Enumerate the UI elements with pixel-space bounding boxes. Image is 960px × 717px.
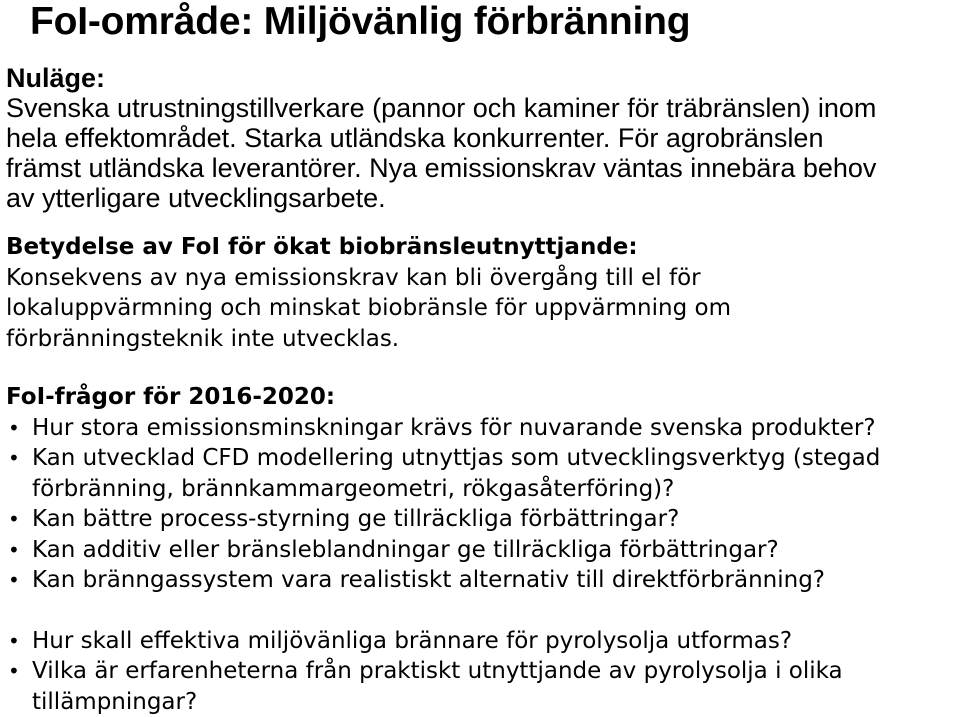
nulage-heading: Nuläge: [6, 63, 106, 93]
bullet-text: Hur stora emissionsminskningar krävs för nuvarande svenska produkter? [32, 414, 876, 441]
bullet-text: Kan additiv eller bränsleblandningar ge tillräckliga förbättringar? [32, 536, 779, 563]
fragor-section [6, 382, 958, 717]
fragor-heading: FoI-frågor för 2016-2020: [6, 384, 336, 410]
bullet-icon: • [8, 507, 20, 531]
bullet-item [6, 656, 958, 717]
bullet-item [6, 535, 958, 566]
bullet-icon: • [8, 628, 20, 653]
nulage-section [6, 63, 956, 213]
betydelse-line: Konsekvens av nya emissionskrav kan bli övergång till el för [6, 264, 701, 291]
nulage-line: främst utländska leverantörer. Nya emissionskrav väntas innebära behov [6, 153, 877, 183]
bullet-item [6, 504, 958, 535]
bullet-icon: • [8, 568, 20, 592]
bullet-item [6, 413, 958, 444]
bullet-icon: • [8, 537, 20, 562]
betydelse-section [6, 232, 956, 354]
bullet-item [6, 565, 958, 596]
bullet-item [6, 626, 958, 657]
nulage-line: av ytterligare utvecklingsarbete. [6, 183, 386, 213]
fragor-bullet-list [6, 413, 958, 717]
betydelse-line: förbränningsteknik inte utvecklas. [6, 325, 400, 352]
nulage-line: Svenska utrustningstillverkare (pannor och kaminer för träbränslen) inom [6, 93, 877, 123]
bullet-text: förbränning, brännkammargeometri, rökgasåterföring)? [32, 475, 675, 502]
bullet-icon: • [8, 659, 20, 683]
bullet-text: Kan bättre process-styrning ge tillräckliga förbättringar? [32, 506, 680, 532]
bullet-text: Kan utvecklad CFD modellering utnyttjas som utvecklingsverktyg (stegad [32, 445, 881, 471]
bullet-icon: • [8, 446, 20, 470]
bullet-item [6, 443, 958, 504]
bullet-icon: • [8, 415, 20, 440]
bullet-text: Hur skall effektiva miljövänliga brännare för pyrolysolja utformas? [32, 627, 793, 654]
bullet-text: tillämpningar? [32, 688, 198, 715]
bullet-text: Kan bränngassystem vara realistiskt alternativ till direktförbränning? [32, 567, 826, 593]
slide-title: FoI-område: Miljövänlig förbränning [30, 0, 691, 43]
betydelse-line: lokaluppvärmning och minskat biobränsle för uppvärmning om [6, 295, 731, 321]
bullet-text: Vilka är erfarenheterna från praktiskt utnyttjande av pyrolysolja i olika [32, 658, 843, 684]
betydelse-heading: Betydelse av FoI för ökat biobränsleutnyttjande: [6, 234, 638, 260]
nulage-line: hela effektområdet. Starka utländska konkurrenter. För agrobränslen [6, 123, 824, 153]
